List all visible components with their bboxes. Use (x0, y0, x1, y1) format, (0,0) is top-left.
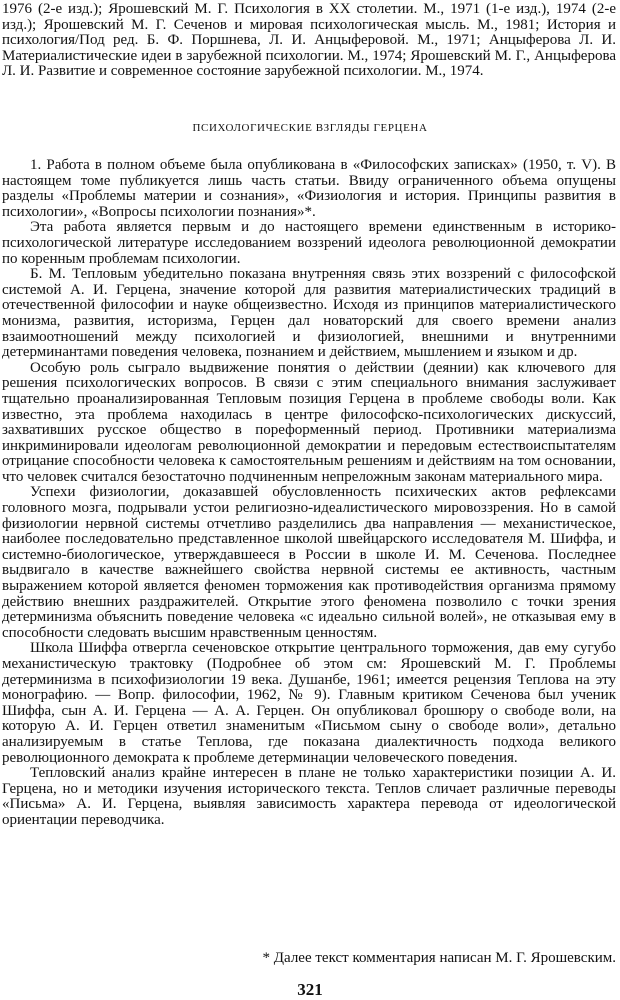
commentary-body (2, 158, 616, 829)
page-number: 321 (297, 980, 323, 999)
section-title: ПСИХОЛОГИЧЕСКИЕ ВЗГЛЯДЫ ГЕРЦЕНА (192, 122, 428, 134)
paragraph-4: Особую роль сыграло выдвижение понятия о действии (деянии) как ключевого для решения психологических вопросов. В связи с этим специального внимания заслуживает тщательно проанализированная Тепловым позиция Герцена в проблеме свободы воли. Как известно, эта проблема находилась в центре философско-психологических дискуссий, захвативших русское общество в пореформенный период. Противники материализма инкриминировали идеологам революционной демократии и передовым естествоиспытателям отрицание способности человека к самостоятельным решениям и действиям на том основании, что человек считался безостаточно подчиненным непреложным законам материального мира. (2, 359, 616, 485)
footnote: * Далее текст комментария написан М. Г. Ярошевским. (262, 950, 616, 966)
references-text: 1976 (2-е изд.); Ярошевский М. Г. Психология в XX столетии. М., 1971 (1-е изд.), 1974 (2-е изд.); Ярошевский М. Г. Сеченов и мировая психологическая мысль. М., 1981; История и психология/Под ред. Б. Ф. Поршнева, Л. И. Анцыферовой. М., 1971; Анцыферова Л. И. Материалистические идеи в зарубежной психологии. М., 1974; Ярошевский М. Г., Анцыферова Л. И. Развитие и современное состояние зарубежной психологии. М., 1974. (2, 1, 616, 80)
bibliography-references (2, 2, 616, 80)
paragraph-7: Тепловский анализ крайне интересен в плане не только характеристики позиции А. И. Герцена, но и методики изучения исторического текста. Теплов сличает различные переводы «Письма» А. И. Герцена, выявляя зависимость характера перевода от идеологической ориентации переводчика. (2, 765, 616, 828)
paragraph-6: Школа Шиффа отвергла сеченовское открытие центрального торможения, дав ему сугубо механистическую трактовку (Подробнее об этом см: Ярошевский М. Г. Проблемы детерминизма в психофизиологии 19 века. Душанбе, 1961; имеется рецензия Теплова на эту монографию. — Вопр. философии, 1962, № 9). Главным критиком Сеченова был ученик Шиффа, сын А. И. Герцена — А. А. Герцен. Он опубликовал брошюру о свободе воли, на которую А. И. Герцен ответил знаменитым «Письмом сыну о свободе воли», детально анализируемым в статье Теплова, где показана диалектичность подхода великого революционного демократа к проблеме детерминации человеческого поведения. (2, 640, 616, 766)
paragraph-2: Эта работа является первым и до настоящего времени единственным в историко-психологической литературе исследованием воззрений идеолога революционной демократии по коренным проблемам психологии. (2, 219, 616, 267)
paragraph-3: Б. М. Тепловым убедительно показана внутренняя связь этих воззрений с философской системой А. И. Герцена, значение которой для развития материалистических традиций в отечественной философии и науке общеизвестно. Исходя из принципов материалистического монизма, развития, историзма, Герцен дал новаторский для своего времени анализ взаимоотношений между психологией и физиологией, внешними и внутренними детерминантами поведения человека, познанием и действием, мышлением и языком и др. (2, 266, 616, 361)
paragraph-5: Успехи физиологии, доказавшей обусловленность психических актов рефлексами головного мозга, подрывали устои религиозно-идеалистического мировоззрения. Но в самой физиологии нервной системы отчетливо разделились два направления — механистическое, наиболее последовательно представленное школой швейцарского исследователя М. Шиффа, и системно-биологическое, утверждавшееся в России в школе И. М. Сеченова. Последнее выдвигало в качестве важнейшего свойства нервной системы ее активность, частным выражением которой является феномен торможения как противодействия организма прямому действию внешних раздражителей. Открытие этого феномена позволило с точки зрения детерминизма объяснить поведение человека «с идеально сильной волей», не отказывая ему в способности следовать высшим нравственным ценностям. (2, 484, 616, 641)
paragraph-1: 1. Работа в полном объеме была опубликована в «Философских записках» (1950, т. V). В настоящем томе публикуется лишь часть статьи. Ввиду ограниченного объема опущены разделы «Проблемы материи и сознания», «Физиология и история. Принципы развития в психологии», «Вопросы психологии познания»*. (2, 157, 616, 220)
